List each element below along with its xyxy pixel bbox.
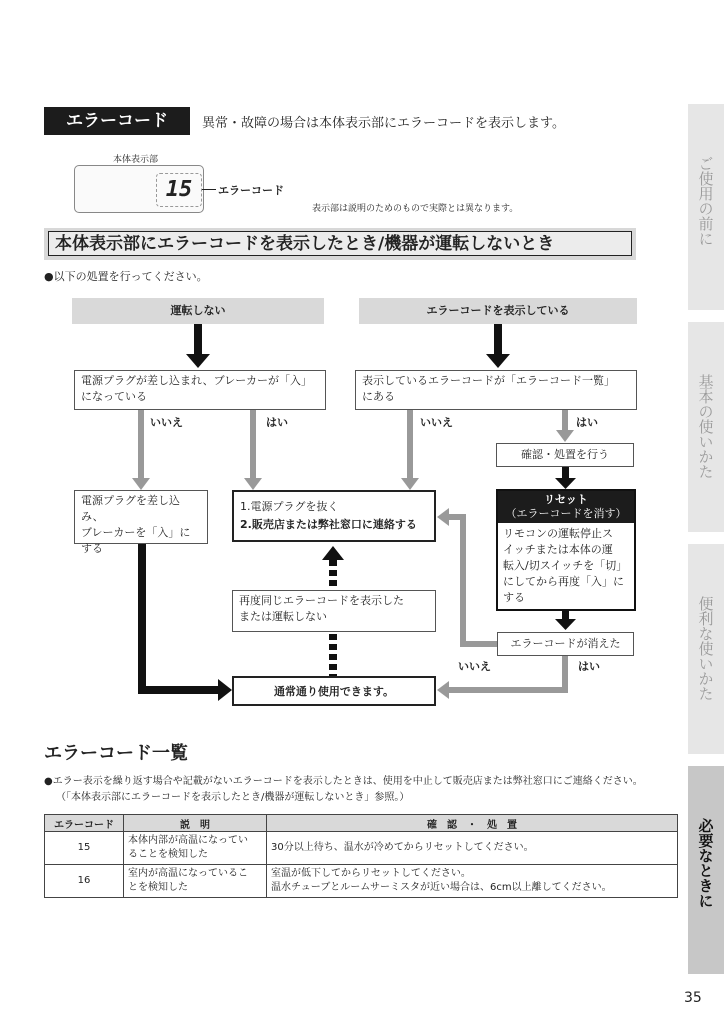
error-code-cell: 16	[45, 865, 124, 898]
display-digits: 15	[156, 173, 202, 207]
reset-box	[496, 489, 636, 611]
label-yes: はい	[266, 416, 288, 429]
table-row	[45, 865, 678, 898]
step-line: 転入/切スイッチを「切」	[503, 559, 628, 572]
arrow-shaft	[138, 410, 144, 480]
step-line: する	[503, 591, 525, 604]
question-line: 電源プラグが差し込まれ、ブレーカーが「入」	[81, 374, 312, 387]
arrow-up-icon	[322, 546, 344, 560]
arrow-down-icon	[486, 354, 510, 368]
column-header: エラーコード	[45, 815, 124, 832]
question-plug-breaker	[74, 370, 326, 410]
header-not-running: 運転しない	[72, 298, 324, 324]
arrow-shaft	[250, 410, 256, 480]
arrow-down-icon	[132, 478, 150, 490]
reset-header	[498, 491, 634, 523]
step-line: イッチまたは本体の運	[503, 543, 613, 556]
arrow-shaft	[407, 410, 413, 480]
error-code-label: エラーコード	[44, 107, 190, 135]
cell-line: ることを検知した	[128, 849, 208, 860]
error-list-note: ●エラー表示を繰り返す場合や記載がないエラーコードを表示したときは、使用を中止して販売店または弊社窓口にご連絡ください。	[44, 776, 643, 787]
question-line: になっている	[81, 390, 147, 403]
table-header-row	[45, 815, 678, 832]
question-line: 表示しているエラーコードが「エラーコード一覧」	[362, 374, 615, 387]
description-cell	[124, 865, 267, 898]
column-header: 確 認 ・ 処 置	[267, 815, 678, 832]
arrow-down-icon	[186, 354, 210, 368]
cell-line: 30分以上待ち、温水が冷めてからリセットしてください。	[271, 842, 534, 853]
dashed-arrow-shaft	[329, 634, 337, 676]
arrow-down-icon	[244, 478, 262, 490]
header-showing-code: エラーコードを表示している	[359, 298, 637, 324]
action-cell	[267, 832, 678, 865]
plug-in-box	[74, 490, 208, 555]
error-list-title: エラーコード一覧	[44, 743, 188, 764]
side-tab-convenient-usage[interactable]: 便利な使いかた	[688, 544, 724, 754]
step-line: 2.販売店または弊社窓口に連絡する	[240, 518, 417, 531]
reset-steps	[498, 523, 634, 609]
step-line: にしてから再度「入」に	[503, 575, 624, 588]
confirm-action-box: 確認・処置を行う	[496, 443, 634, 467]
cell-line: 温水チューブとルームサーミスタが近い場合は、6cm以上離してください。	[271, 882, 612, 893]
step-line: または運転しない	[239, 610, 327, 623]
label-yes: はい	[578, 660, 600, 673]
cell-line: 室内が高温になっているこ	[128, 868, 248, 879]
reset-subtitle: （エラーコードを消す）	[505, 507, 627, 520]
action-cell	[267, 865, 678, 898]
arrow-shaft	[460, 641, 497, 647]
arrow-down-icon	[556, 430, 574, 442]
column-header: 説 明	[124, 815, 267, 832]
arrow-down-icon	[401, 478, 419, 490]
code-cleared-box: エラーコードが消えた	[497, 632, 634, 656]
table-row	[45, 832, 678, 865]
arrow-shaft	[448, 687, 568, 693]
cell-line: 本体内部が高温になってい	[128, 835, 248, 846]
arrow-left-icon	[437, 681, 449, 699]
question-line: にある	[362, 390, 395, 403]
arrow-shaft	[138, 686, 220, 694]
question-code-in-list	[355, 370, 637, 410]
step-line: 1.電源プラグを抜く	[240, 500, 339, 513]
arrow-shaft	[138, 544, 146, 692]
display-caption: 本体表示部	[113, 155, 159, 165]
label-no: いいえ	[458, 660, 491, 673]
step-line: ブレーカーを「入」に	[81, 526, 191, 539]
error-list-reference: （「本体表示部にエラーコードを表示したとき/機器が運転しないとき」参照。）	[56, 792, 410, 803]
label-yes: はい	[576, 416, 598, 429]
section-title: 本体表示部にエラーコードを表示したとき/機器が運転しないとき	[48, 231, 632, 256]
label-no: いいえ	[150, 416, 183, 429]
header-description: 異常・故障の場合は本体表示部にエラーコードを表示します。	[202, 116, 565, 131]
arrow-shaft	[448, 514, 464, 520]
label-no: いいえ	[420, 416, 453, 429]
description-cell	[124, 832, 267, 865]
display-code-label: エラーコード	[218, 184, 284, 197]
unplug-contact-box	[232, 490, 436, 542]
cell-line: 室温が低下してからリセットしてください。	[271, 868, 471, 879]
display-note: 表示部は説明のためのもので実際とは異なります。	[312, 204, 519, 214]
error-code-table	[44, 814, 678, 898]
step-line: 再度同じエラーコードを表示した	[239, 594, 404, 607]
cell-line: とを検知した	[128, 882, 188, 893]
repeat-error-box	[232, 590, 436, 632]
arrow-shaft	[562, 410, 568, 432]
leader-line	[202, 189, 216, 190]
page-number: 35	[684, 990, 702, 1006]
normal-use-box: 通常通り使用できます。	[232, 676, 436, 706]
arrow-right-icon	[218, 679, 232, 701]
side-tab-when-needed[interactable]: 必要なときに	[688, 766, 724, 974]
arrow-down-icon	[555, 619, 576, 630]
side-tab-basic-usage[interactable]: 基本の使いかた	[688, 322, 724, 532]
error-code-cell: 15	[45, 832, 124, 865]
arrow-shaft	[460, 514, 466, 644]
arrow-shaft	[494, 324, 502, 356]
reset-title: リセット	[544, 493, 588, 506]
side-tab-before-use[interactable]: ご使用の前に	[688, 104, 724, 310]
arrow-down-icon	[555, 478, 576, 489]
arrow-left-icon	[437, 508, 449, 526]
section-intro: ●以下の処置を行ってください。	[44, 270, 208, 283]
dashed-arrow-shaft	[329, 560, 337, 590]
arrow-shaft	[194, 324, 202, 356]
step-line: する	[81, 542, 103, 555]
step-line: リモコンの運転停止ス	[503, 527, 613, 540]
step-line: 電源プラグを差し込み、	[81, 494, 180, 523]
